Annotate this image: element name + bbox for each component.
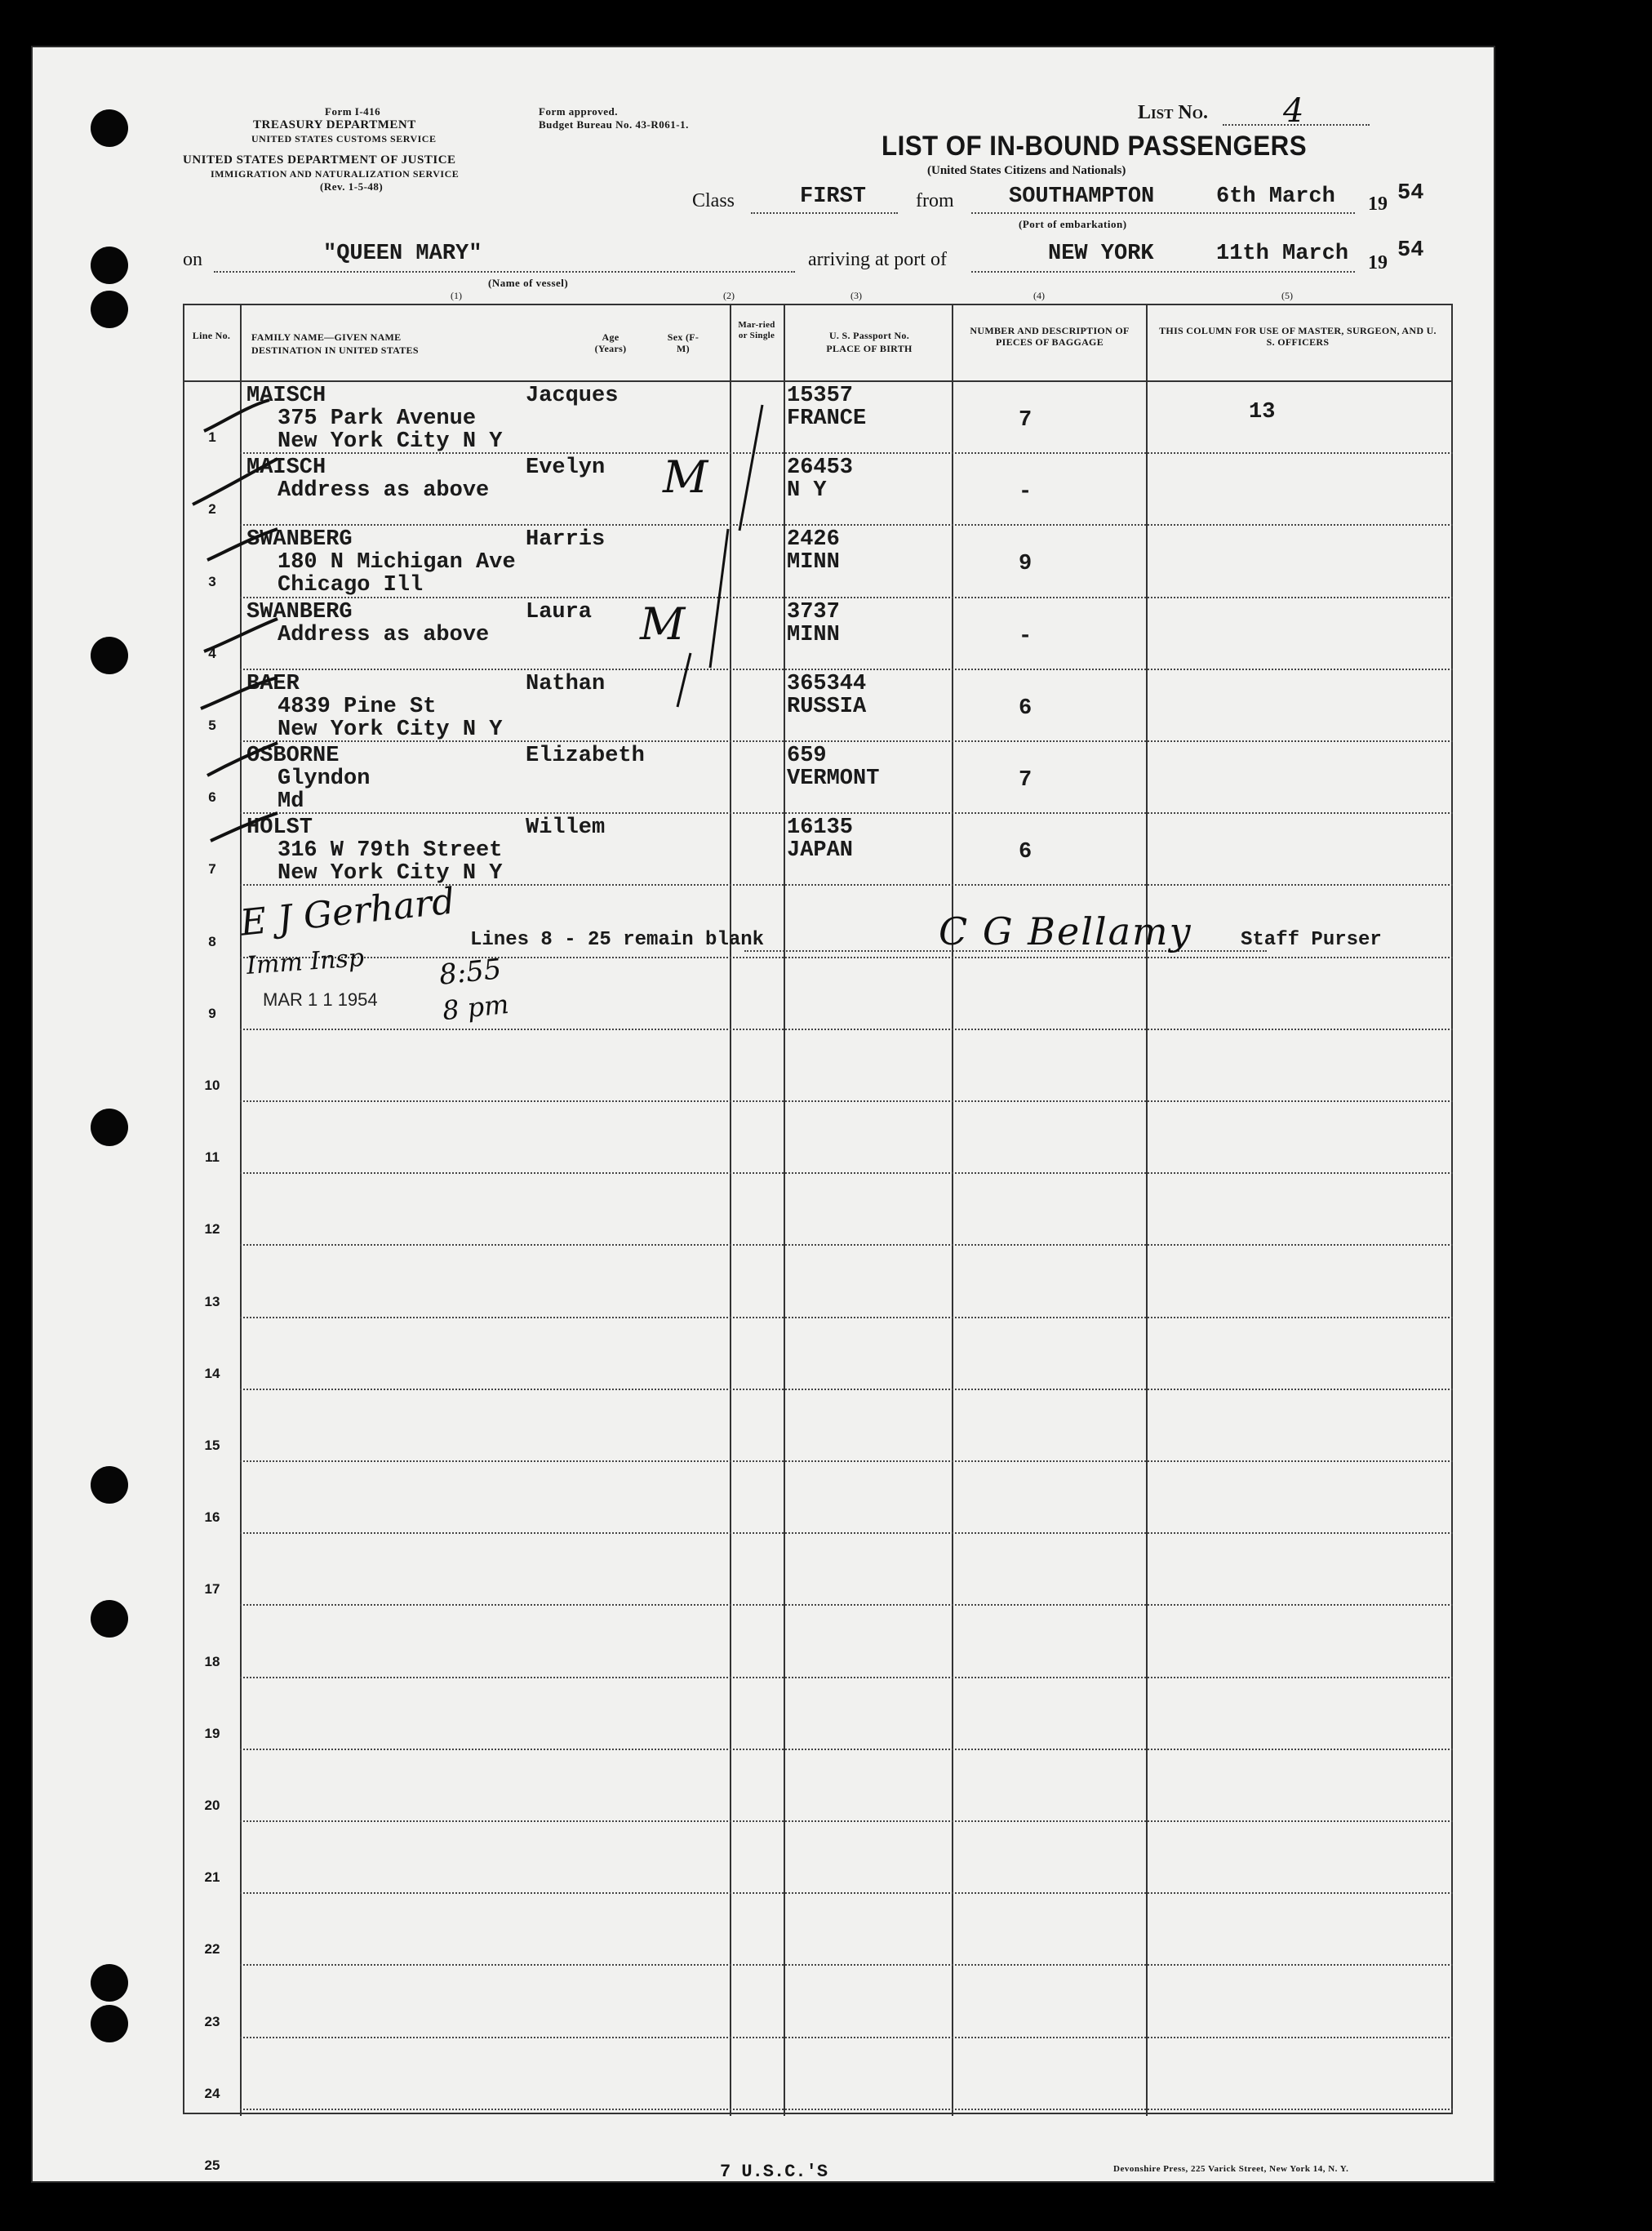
inspection-date-stamp: MAR 1 1 1954 <box>263 989 378 1010</box>
check-mark-6 <box>207 743 278 776</box>
revision: (Rev. 1-5-48) <box>320 180 384 193</box>
passenger-passport: 2426 <box>787 527 840 552</box>
line-number: 24 <box>204 2086 220 2101</box>
passenger-address-1: 4839 Pine St <box>278 695 437 719</box>
page-subtitle: (United States Citizens and Nationals) <box>927 164 1126 177</box>
check-mark-4 <box>204 619 278 651</box>
blank-lines-remark: Lines 8 - 25 remain blank <box>470 929 765 951</box>
inspection-time: 8:55 <box>437 953 504 992</box>
ins-service: IMMIGRATION AND NATURALIZATION SERVICE <box>211 168 460 180</box>
check-mark-7 <box>211 813 278 841</box>
passenger-given-name: Elizabeth <box>526 744 645 768</box>
col-header-name: FAMILY NAME—GIVEN NAME <box>251 331 402 343</box>
line-number: 21 <box>204 1869 220 1885</box>
passenger-passport: 365344 <box>787 672 867 696</box>
passenger-address-2: New York City N Y <box>278 429 503 454</box>
class-value: FIRST <box>800 184 867 209</box>
inspection-time-pm: 8 pm <box>441 988 511 1027</box>
arriving-label: arriving at port of <box>808 249 947 270</box>
passenger-passport: 3737 <box>787 600 840 624</box>
check-mark-3 <box>207 529 278 560</box>
col-header-sex: Sex (F-M) <box>667 331 699 355</box>
departure-date: 6th March <box>1216 184 1335 209</box>
check-mark-1 <box>204 400 269 431</box>
line-number: 1 <box>208 429 216 445</box>
line-number: 17 <box>204 1581 220 1597</box>
arrival-date: 11th March <box>1216 242 1349 266</box>
col-num-3: (3) <box>850 290 862 301</box>
married-stroke-3 <box>677 653 691 707</box>
passenger-address-2: Chicago Ill <box>278 573 424 598</box>
passenger-address-2: New York City N Y <box>278 861 503 886</box>
vessel-name: "QUEEN MARY" <box>323 242 482 266</box>
col-num-4: (4) <box>1033 290 1045 301</box>
col-header-married: Mar-ried or Single <box>738 320 775 341</box>
passenger-family-name: MAISCH <box>246 384 326 408</box>
list-no-label: List No. <box>1138 102 1208 123</box>
passenger-baggage: 9 <box>1019 552 1032 576</box>
col-header-baggage: NUMBER AND DESCRIPTION OF PIECES OF BAGGAGE <box>970 325 1130 349</box>
passenger-address-2: New York City N Y <box>278 718 503 742</box>
manifest-page <box>31 46 1495 2183</box>
passenger-family-name: SWANBERG <box>246 600 353 624</box>
line-number: 19 <box>204 1726 220 1741</box>
col-header-passport: U. S. Passport No. <box>828 330 910 341</box>
married-stroke-1 <box>739 405 762 531</box>
line-number: 13 <box>204 1294 220 1309</box>
married-mark-1: M <box>663 451 708 503</box>
footer-printer: Devonshire Press, 225 Varick Street, New York 14, N. Y. <box>1113 2164 1349 2174</box>
vessel-caption: (Name of vessel) <box>488 277 569 289</box>
passenger-birthplace: FRANCE <box>787 407 867 431</box>
col-num-5: (5) <box>1281 290 1293 301</box>
from-label: from <box>916 190 954 211</box>
check-marks <box>33 47 1497 2184</box>
inspector-signature: E J Gerhard <box>238 880 457 944</box>
line-number: 2 <box>208 501 216 517</box>
line-number: 15 <box>204 1438 220 1453</box>
married-mark-2: M <box>640 598 686 650</box>
passenger-address-1: Address as above <box>278 478 490 503</box>
line-number: 20 <box>204 1798 220 1813</box>
line-number: 6 <box>208 789 216 805</box>
form-approved: Form approved. <box>539 105 619 118</box>
passenger-passport: 659 <box>787 744 827 768</box>
passenger-birthplace: JAPAN <box>787 838 854 863</box>
line-number: 12 <box>204 1221 220 1237</box>
col-header-destination: DESTINATION IN UNITED STATES <box>251 344 419 356</box>
line-number: 16 <box>204 1509 220 1525</box>
passenger-baggage: 6 <box>1019 696 1032 721</box>
passenger-family-name: BAER <box>246 672 300 696</box>
port-caption: (Port of embarkation) <box>1019 218 1127 230</box>
on-label: on <box>183 249 202 270</box>
arrival-year-prefix: 19 <box>1368 252 1388 273</box>
col-num-1: (1) <box>451 290 462 301</box>
line-number: 14 <box>204 1366 220 1381</box>
line-number: 23 <box>204 2014 220 2029</box>
line-number: 22 <box>204 1941 220 1957</box>
port-embarkation: SOUTHAMPTON <box>1009 184 1155 209</box>
passenger-passport: 26453 <box>787 456 854 480</box>
passenger-baggage: - <box>1019 480 1032 504</box>
check-mark-2 <box>193 459 278 504</box>
purser-title: Staff Purser <box>1241 929 1382 951</box>
line-number: 8 <box>208 934 216 949</box>
passenger-address-2: Md <box>278 789 304 814</box>
line-number: 9 <box>208 1006 216 1021</box>
passenger-birthplace: RUSSIA <box>787 695 867 719</box>
line-number: 10 <box>204 1078 220 1093</box>
passenger-baggage: 7 <box>1019 768 1032 793</box>
passenger-given-name: Willem <box>526 816 606 840</box>
passenger-address-1: 375 Park Avenue <box>278 407 477 431</box>
check-mark-5 <box>201 678 278 709</box>
justice-department: UNITED STATES DEPARTMENT OF JUSTICE <box>183 153 456 167</box>
line-number: 11 <box>205 1149 220 1165</box>
inspector-title: Imm Insp <box>245 944 366 980</box>
passenger-address-1: Glyndon <box>278 767 371 791</box>
passenger-given-name: Jacques <box>526 384 619 408</box>
col-header-officers: THIS COLUMN FOR USE OF MASTER, SURGEON, AND U. S. OFFICERS <box>1159 325 1437 349</box>
form-number: Form I-416 <box>325 105 381 118</box>
passenger-given-name: Nathan <box>526 672 606 696</box>
passenger-address-1: 316 W 79th Street <box>278 838 503 863</box>
passenger-given-name: Evelyn <box>526 456 606 480</box>
passenger-given-name: Laura <box>526 600 593 624</box>
passenger-address-1: 180 N Michigan Ave <box>278 550 516 575</box>
page-title: LIST OF IN-BOUND PASSENGERS <box>882 131 1308 162</box>
passenger-birthplace: MINN <box>787 550 840 575</box>
officer-note: 13 <box>1249 400 1276 424</box>
budget-bureau: Budget Bureau No. 43-R061-1. <box>539 118 689 131</box>
passenger-family-name: OSBORNE <box>246 744 340 768</box>
married-stroke-2 <box>710 529 728 668</box>
passenger-family-name: SWANBERG <box>246 527 353 552</box>
passenger-family-name: HOLST <box>246 816 313 840</box>
passenger-passport: 15357 <box>787 384 854 408</box>
passenger-family-name: MAISCH <box>246 456 326 480</box>
passenger-given-name: Harris <box>526 527 606 552</box>
purser-signature: C G Bellamy <box>939 909 1192 953</box>
col-header-birth: PLACE OF BIRTH <box>826 343 913 354</box>
passenger-baggage: - <box>1019 624 1032 649</box>
passenger-birthplace: MINN <box>787 623 840 647</box>
line-number: 25 <box>204 2158 220 2173</box>
passenger-birthplace: N Y <box>787 478 827 503</box>
passenger-baggage: 6 <box>1019 840 1032 864</box>
line-number: 3 <box>208 574 216 589</box>
passenger-passport: 16135 <box>787 816 854 840</box>
line-number: 5 <box>208 718 216 733</box>
departure-year-suffix: 54 <box>1397 181 1424 206</box>
line-number: 4 <box>208 646 216 661</box>
passenger-baggage: 7 <box>1019 408 1032 433</box>
arrival-year-suffix: 54 <box>1397 238 1424 263</box>
col-num-2: (2) <box>723 290 735 301</box>
line-number: 7 <box>208 861 216 877</box>
list-no-value: 4 <box>1283 92 1304 130</box>
treasury-department: TREASURY DEPARTMENT <box>253 118 416 131</box>
passenger-address-1: Address as above <box>278 623 490 647</box>
passenger-birthplace: VERMONT <box>787 767 880 791</box>
customs-service: UNITED STATES CUSTOMS SERVICE <box>251 133 437 144</box>
port-arrival: NEW YORK <box>1048 242 1154 266</box>
class-label: Class <box>692 190 735 211</box>
line-number: 18 <box>204 1654 220 1669</box>
col-header-line: Line No. <box>192 330 231 341</box>
footer-law: 7 U.S.C.'S <box>720 2162 828 2182</box>
departure-year-prefix: 19 <box>1368 193 1388 215</box>
col-header-age: Age (Years) <box>594 331 627 355</box>
